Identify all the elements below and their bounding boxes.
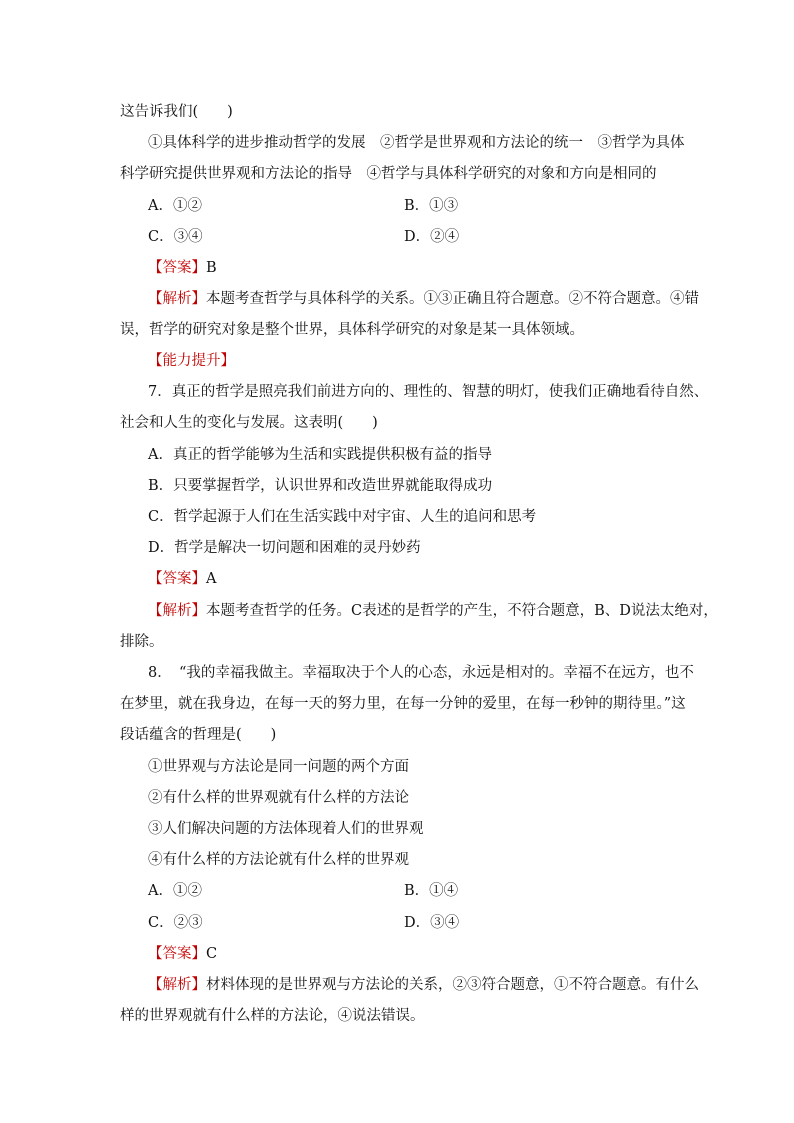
q8-option-a: A．①② — [148, 883, 202, 899]
q6-option-d: D．②④ — [404, 229, 460, 245]
q6-stem-end: 这告诉我们( ) — [120, 104, 233, 120]
q8-statement-1: ①世界观与方法论是同一问题的两个方面 — [148, 759, 409, 775]
section-title: 【能力提升】 — [148, 353, 235, 369]
q6-analysis-line2: 误，哲学的研究对象是整个世界，具体科学研究的对象是某一具体领域。 — [120, 322, 584, 338]
analysis-tag: 【解析】 — [148, 977, 206, 993]
q8-statement-3: ③人们解决问题的方法体现着人们的世界观 — [148, 821, 424, 837]
q6-statements-line1: ①具体科学的进步推动哲学的发展 ②哲学是世界观和方法论的统一 ③哲学为具体 — [148, 135, 685, 151]
analysis-text: 本题考查哲学的任务。C表述的是哲学的产生，不符合题意，B、D说法太绝对， — [206, 603, 718, 619]
q7-analysis-line2: 排除。 — [120, 634, 164, 650]
q8-statement-2: ②有什么样的世界观就有什么样的方法论 — [148, 790, 409, 806]
analysis-tag: 【解析】 — [148, 603, 206, 619]
q7-analysis-line1 — [148, 601, 718, 621]
q8-stem-line2: 在梦里，就在我身边，在每一天的努力里，在每一分钟的爱里，在每一秒钟的期待里。”这 — [120, 696, 686, 712]
q7-option-b: B．只要掌握哲学，认识世界和改造世界就能取得成功 — [148, 478, 493, 494]
q8-statement-4: ④有什么样的方法论就有什么样的世界观 — [148, 852, 409, 868]
q7-option-a: A．真正的哲学能够为生活和实践提供积极有益的指导 — [148, 447, 492, 463]
q6-analysis-line1 — [148, 289, 699, 309]
q8-option-c: C．②③ — [148, 915, 203, 931]
q7-option-c: C．哲学起源于人们在生活实践中对宇宙、人生的追问和思考 — [148, 509, 537, 525]
q8-option-b: B．①④ — [404, 883, 459, 899]
analysis-tag: 【解析】 — [148, 291, 206, 307]
q8-analysis-line1 — [148, 975, 699, 995]
answer-tag: 【答案】 — [148, 946, 206, 962]
q8-analysis-line2: 样的世界观就有什么样的方法论，④说法错误。 — [120, 1008, 425, 1024]
q6-option-c: C．③④ — [148, 229, 203, 245]
answer-tag: 【答案】 — [148, 260, 206, 276]
answer-tag: 【答案】 — [148, 571, 206, 587]
q6-answer — [148, 258, 217, 278]
answer-value: B — [206, 260, 217, 276]
q6-option-a: A．①② — [148, 198, 202, 214]
q7-stem-line1: 7．真正的哲学是照亮我们前进方向的、理性的、智慧的明灯，使我们正确地看待自然、 — [148, 384, 709, 400]
q8-option-d: D．③④ — [404, 915, 460, 931]
q8-answer — [148, 944, 217, 964]
q6-option-b: B．①③ — [404, 198, 459, 214]
q8-stem-line1: 8． “我的幸福我做主。幸福取决于个人的心态，永远是相对的。幸福不在远方，也不 — [148, 665, 694, 681]
q8-stem-line3: 段话蕴含的哲理是( ) — [120, 727, 277, 743]
analysis-text: 本题考查哲学与具体科学的关系。①③正确且符合题意。②不符合题意。④错 — [206, 291, 699, 307]
q6-statements-line2: 科学研究提供世界观和方法论的指导 ④哲学与具体科学研究的对象和方向是相同的 — [120, 166, 657, 182]
answer-value: C — [206, 946, 218, 962]
q7-option-d: D．哲学是解决一切问题和困难的灵丹妙药 — [148, 540, 421, 556]
analysis-text: 材料体现的是世界观与方法论的关系，②③符合题意，①不符合题意。有什么 — [206, 977, 699, 993]
q7-answer — [148, 569, 216, 589]
answer-value: A — [206, 571, 217, 587]
q7-stem-line2: 社会和人生的变化与发展。这表明( ) — [120, 415, 378, 431]
